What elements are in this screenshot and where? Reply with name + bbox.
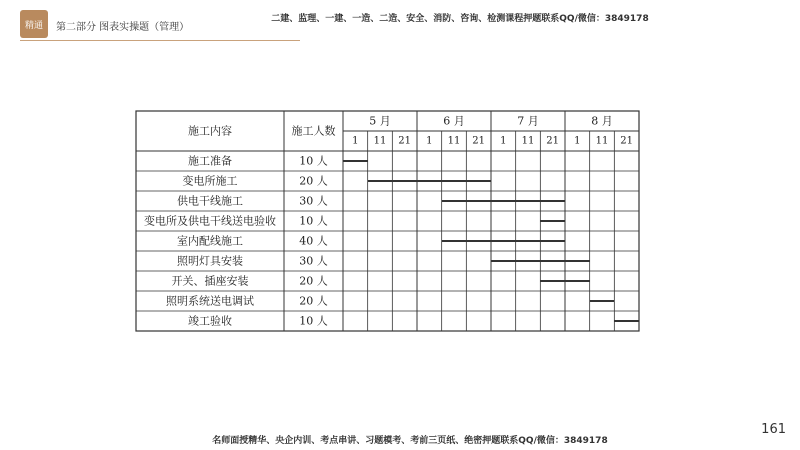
day-label: 21 [546, 135, 560, 147]
worker-count: 30 人 [299, 194, 328, 208]
header-task: 施工内容 [188, 124, 232, 138]
section-title: 第二部分 图表实操题（管理） [56, 22, 190, 33]
month-label: 5 月 [369, 114, 391, 128]
day-label: 21 [398, 135, 412, 147]
brand-logo: 精通 [20, 10, 48, 38]
task-name: 变电所施工 [182, 174, 238, 188]
task-name: 供电干线施工 [177, 194, 243, 208]
worker-count: 10 人 [299, 214, 328, 228]
day-label: 11 [373, 135, 387, 147]
worker-count: 30 人 [299, 254, 328, 268]
day-label: 11 [447, 135, 461, 147]
page-number: 161 [761, 422, 786, 437]
day-label: 21 [620, 135, 634, 147]
worker-count: 20 人 [299, 294, 328, 308]
day-label: 1 [426, 135, 433, 147]
month-label: 6 月 [443, 114, 465, 128]
day-label: 21 [472, 135, 486, 147]
worker-count: 20 人 [299, 174, 328, 188]
worker-count: 40 人 [299, 234, 328, 248]
task-name: 室内配线施工 [177, 234, 243, 248]
task-name: 竣工验收 [188, 314, 232, 328]
day-label: 1 [352, 135, 359, 147]
header-workers: 施工人数 [291, 124, 336, 138]
day-label: 11 [521, 135, 535, 147]
footer-contact-text: 名师面授精华、央企内训、考点串讲、习题模考、考前三页纸、绝密押题联系QQ/微信：3849178 [212, 436, 608, 446]
header-contact-text: 二建、监理、一建、一造、二造、安全、消防、咨询、检测课程押题联系QQ/微信：3849178 [271, 14, 649, 24]
task-name: 开关、插座安装 [171, 274, 249, 288]
month-label: 8 月 [591, 114, 613, 128]
task-name: 施工准备 [188, 154, 232, 168]
month-label: 7 月 [517, 114, 539, 128]
worker-count: 10 人 [299, 154, 328, 168]
task-name: 照明灯具安装 [177, 254, 243, 268]
worker-count: 20 人 [299, 274, 328, 288]
task-name: 照明系统送电调试 [166, 294, 254, 308]
day-label: 1 [574, 135, 581, 147]
day-label: 1 [500, 135, 507, 147]
day-label: 11 [595, 135, 609, 147]
worker-count: 10 人 [299, 314, 328, 328]
task-name: 变电所及供电干线送电验收 [144, 214, 276, 228]
